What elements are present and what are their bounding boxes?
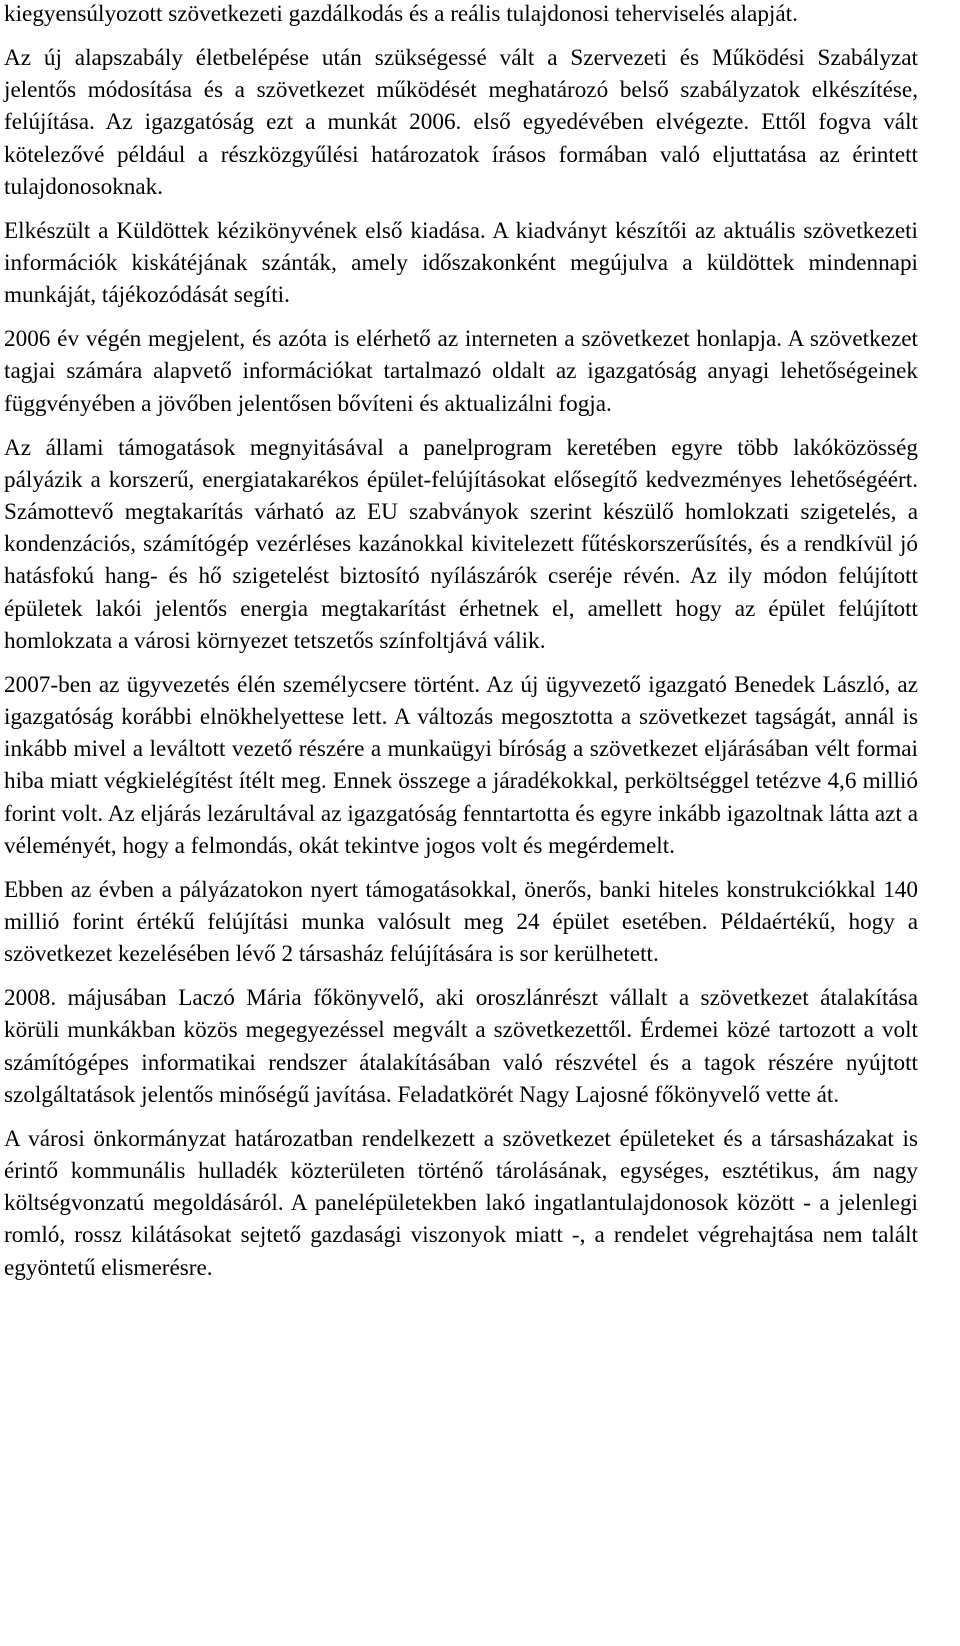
sentence: Ettől fogva vált kötelezővé például a részközgyűlési határozatok írásos formában való eljuttatása az érintett tulajdonosoknak. bbox=[4, 109, 918, 200]
paragraph-8 bbox=[4, 982, 918, 1111]
paragraph-3 bbox=[4, 215, 918, 312]
sentence: 2007-ben az ügyvezetés élén személycsere történt. bbox=[4, 671, 481, 698]
sentence: Az új alapszabály életbelépése után szükségessé vált a Szervezeti és Működési Szabályzat jelentős módosítása és a szövetkezet működését meghatározó belső szabályzatok elkészítése, felújítása. bbox=[4, 45, 918, 136]
sentence: Számottevő megtakarítás várható az EU szabványok szerint készülő homlokzati szigetelés, a kondenzációs, számítógép vezérléses kazánokkal kivitelezett fűtéskorszerűsítés, és a rendkívül jó hatásfokú hang- és hő szigetelést biztosító nyílászárók cseréje révén. bbox=[4, 499, 918, 590]
sentence: Az új ügyvezető igazgató Benedek László, az igazgatóság korábbi elnökhelyettese lett. bbox=[4, 671, 918, 731]
sentence: Az igazgatóság ezt a munkát 2006. első egyedévében elvégezte. bbox=[94, 109, 750, 136]
paragraph-5 bbox=[4, 432, 918, 657]
paragraph-1 bbox=[4, 0, 918, 30]
paragraph-4 bbox=[4, 323, 918, 420]
sentence: 2008. májusában Laczó Mária főkönyvelő, aki oroszlánrészt vállalt a szövetkezet átalakítása körüli munkákban közös megegyezéssel megvált a szövetkezettől. bbox=[4, 985, 918, 1044]
sentence: A változás megosztotta a szövetkezet tagságát, annál is inkább mivel a leváltott vezető részére a munkaügyi bíróság a szövetkezet eljárásában vélt formai hiba miatt végkielégítést ítélt meg. bbox=[4, 704, 918, 795]
sentence: Érdemei közé tartozott a volt számítógépes informatikai rendszer átalakításában való részvétel és a tagok részére nyújtott szolgáltatások jelentős minőségű javítása. bbox=[4, 1017, 918, 1108]
sentence: 2006 év végén megjelent, és azóta is elérhető az interneten a szövetkezet honlapja. bbox=[4, 326, 783, 353]
paragraph-2 bbox=[4, 42, 918, 203]
paragraph-7 bbox=[4, 874, 918, 971]
sentence: kiegyensúlyozott szövetkezeti gazdálkodás és a reális tulajdonosi teherviselés alapját. bbox=[4, 1, 798, 27]
sentence: A szövetkezet tagjai számára alapvető információkat tartalmazó oldalt az igazgatóság anyagi lehetőségeinek függvényében a jövőben jelentősen bővíteni és aktualizálni fogja. bbox=[4, 326, 918, 417]
sentence: Ennek összege a járadékokkal, perköltséggel tetézve 4,6 millió forint volt. bbox=[4, 768, 918, 827]
sentence: Feladatkörét Nagy Lajosné főkönyvelő vette át. bbox=[391, 1081, 840, 1108]
sentence: Példaértékű, hogy a szövetkezet kezelésében lévő 2 társasház felújítására is sor kerülhetett. bbox=[4, 909, 918, 968]
sentence: A panelépületekben lakó ingatlantulajdonosok között - a jelenlegi romló, rossz kilátásokat sejtető gazdasági viszonyok miatt -, a rendelet végrehajtása nem talált egyöntetű elismerésre. bbox=[4, 1190, 918, 1281]
sentence: Az eljárás lezárultával az igazgatóság fenntartotta és egyre inkább igazoltnak látta azt a véleményét, hogy a felmondás, okát tekintve jogos volt és megérdemelt. bbox=[4, 800, 918, 859]
sentence: Elkészült a Küldöttek kézikönyvének első kiadása. bbox=[4, 217, 486, 244]
sentence: Az állami támogatások megnyitásával a panelprogram keretében egyre több lakóközösség pályázik a korszerű, energiatakarékos épület-felújításokat elősegítő kedvezményes lehetőségéért. bbox=[4, 434, 918, 493]
sentence: Az ily módon felújított épületek lakói jelentős energia megtakarítást érhetnek el, amellett hogy az épület felújított homlokzata a városi környezet tetszetős színfoltjává válik. bbox=[4, 563, 918, 654]
sentence: A kiadványt készítői az aktuális szövetkezeti információk kiskátéjának szánták, amely időszakonként megújulva a küldöttek mindennapi munkáját, tájékozódását segíti. bbox=[4, 217, 918, 309]
sentence: Ebben az évben a pályázatokon nyert támogatásokkal, önerős, banki hiteles konstrukciókkal 140 millió forint értékű felújítási munka valósult meg 24 épület esetében. bbox=[4, 876, 918, 936]
paragraph-9 bbox=[4, 1123, 918, 1284]
sentence: A városi önkormányzat határozatban rendelkezett a szövetkezet épületeket és a társasházakat is érintő kommunális hulladék közterületen történő tárolásának, egységes, esztétikus, ám nagy költségvonzatú megoldásáról. bbox=[4, 1125, 918, 1217]
paragraph-6 bbox=[4, 669, 918, 862]
